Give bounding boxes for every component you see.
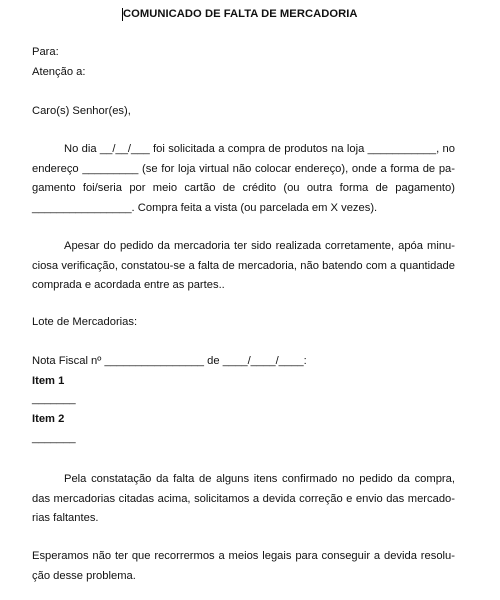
paragraph-line: ção desse problema. <box>32 569 136 582</box>
item-2-blank: _______ <box>32 432 76 444</box>
paragraph-purchase-details <box>32 140 455 218</box>
paragraph-line: ________________. Compra feita a vista (ou parcelada em X vezes). <box>32 201 378 214</box>
item-2-label: Item 2 <box>32 413 65 425</box>
paragraph-line: comprada e acordada entre as partes.. <box>32 279 225 291</box>
lot-label: Lote de Mercadorias: <box>32 316 138 328</box>
paragraph-line: Esperamos não ter que recorrermos a meios legais para conseguir a devida resolu- <box>32 550 455 562</box>
paragraph-line: gamento foi/seria por meio cartão de crédito (ou outra forma de pagamento) <box>32 182 455 194</box>
paragraph-line: No dia __/__/___ foi solicitada a compra de produtos na loja ___________, no <box>64 143 455 155</box>
item-1-label: Item 1 <box>32 375 65 387</box>
paragraph-line: ciosa verificação, constatou-se a falta de mercadoria, não batendo com a quantidade <box>32 259 455 272</box>
paragraph-correction-request <box>32 470 455 529</box>
item-1-blank: _______ <box>32 393 76 405</box>
paragraph-closing <box>32 547 455 586</box>
paragraph-line: Apesar do pedido da mercadoria ter sido realizada corretamente, apóa minu- <box>64 240 455 252</box>
paragraph-line: endereço _________ (se for loja virtual não colocar endereço), onde a forma de pa- <box>32 162 455 175</box>
paragraph-line: rias faltantes. <box>32 512 99 524</box>
attention-label: Atenção a: <box>32 66 86 78</box>
invoice-line: Nota Fiscal nº ________________ de ____/____/____: <box>32 355 307 367</box>
salutation: Caro(s) Senhor(es), <box>32 105 131 117</box>
document-title: COMUNICADO DE FALTA DE MERCADORIA <box>123 8 358 20</box>
paragraph-missing-goods <box>32 237 455 296</box>
paragraph-line: Pela constatação da falta de alguns itens confirmado no pedido da compra, <box>64 473 455 485</box>
to-label: Para: <box>32 46 59 58</box>
paragraph-line: das mercadorias citadas acima, solicitamos a devida correção e envio das mercado- <box>32 492 455 505</box>
